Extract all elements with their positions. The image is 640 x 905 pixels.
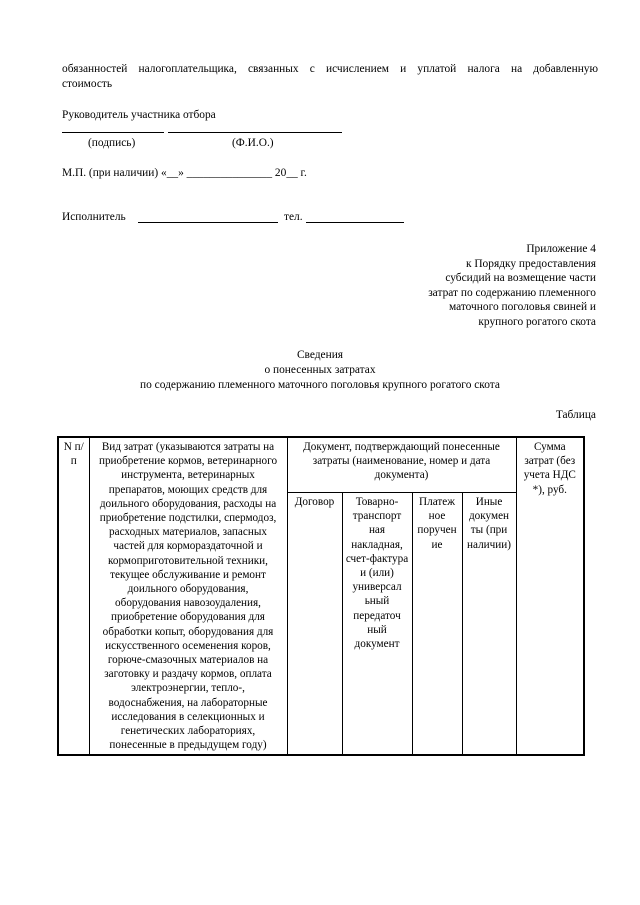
phone-label: тел. bbox=[284, 211, 303, 223]
table-header-row bbox=[58, 437, 584, 493]
head-label: Руководитель участника отбора bbox=[62, 109, 216, 121]
appendix-line: Приложение 4 bbox=[526, 243, 596, 255]
appendix-line: крупного рогатого скота bbox=[478, 315, 596, 328]
intro-line-2: стоимость bbox=[62, 77, 113, 90]
appendix-line: затрат по содержанию племенного bbox=[428, 286, 596, 299]
expenses-table bbox=[57, 436, 585, 756]
sign-caption: (подпись) bbox=[88, 137, 136, 149]
header-num: N п/п bbox=[58, 437, 89, 755]
appendix-line: маточного поголовья свиней и bbox=[448, 301, 596, 314]
title-line-3: по содержанию племенного маточного поголовья крупного рогатого скота bbox=[140, 379, 500, 391]
subheader-payment-order: Платеж ное поручен ие bbox=[412, 493, 462, 756]
subheader-contract: Договор bbox=[287, 493, 342, 756]
fio-line bbox=[168, 132, 342, 133]
intro-line-1: обязанностей налогоплательщика, связанных с исчислением и уплатой налога на добавленную bbox=[62, 63, 598, 75]
appendix-block bbox=[428, 242, 596, 330]
phone-line bbox=[306, 222, 404, 223]
signature-line bbox=[62, 132, 164, 133]
stamp-line: М.П. (при наличии) «__» _______________ 20__ г. bbox=[62, 167, 307, 179]
fio-caption: (Ф.И.О.) bbox=[232, 137, 274, 149]
header-cost-type: Вид затрат (указываются затраты на приобретение кормов, ветеринарного инструмента, ветеринарных препаратов, моющих средств для доильного оборудования, расходы на приобретение подстилки, спермодоз, расходных материалов, запасных частей для кормораздаточной и кормоприготовительной техники, текущее обслуживание и ремонт доильного оборудования, оборудования навозоудаления, приобретение оборудования для обработки копыт, оборудования для искусственного осеменения коров, горюче-смазочных материалов на заготовку и раздачу кормов, оплата электроэнергии, тепло-, водоснабжения, на лабораторные исследования в селекционных и генетических лабораториях, понесенные в предыдущем году) bbox=[89, 437, 287, 755]
table-label: Таблица bbox=[555, 409, 596, 421]
appendix-line: к Порядку предоставления bbox=[465, 257, 596, 270]
appendix-line: субсидий на возмещение части bbox=[445, 272, 596, 285]
executor-line bbox=[138, 222, 278, 223]
subheader-waybill: Товарно-транспорт ная накладная, счет-фактура и (или) универсал ьный передаточ ный документ bbox=[342, 493, 412, 756]
title-line-1: Сведения bbox=[296, 349, 344, 361]
intro-paragraph bbox=[62, 62, 598, 91]
subheader-other-docs: Иные докумен ты (при наличии) bbox=[462, 493, 516, 756]
header-document: Документ, подтверждающий понесенные затраты (наименование, номер и дата документа) bbox=[287, 437, 516, 493]
executor-label: Исполнитель bbox=[62, 211, 126, 223]
header-sum: Сумма затрат (без учета НДС *), руб. bbox=[516, 437, 584, 755]
title-line-2: о понесенных затратах bbox=[264, 364, 376, 376]
